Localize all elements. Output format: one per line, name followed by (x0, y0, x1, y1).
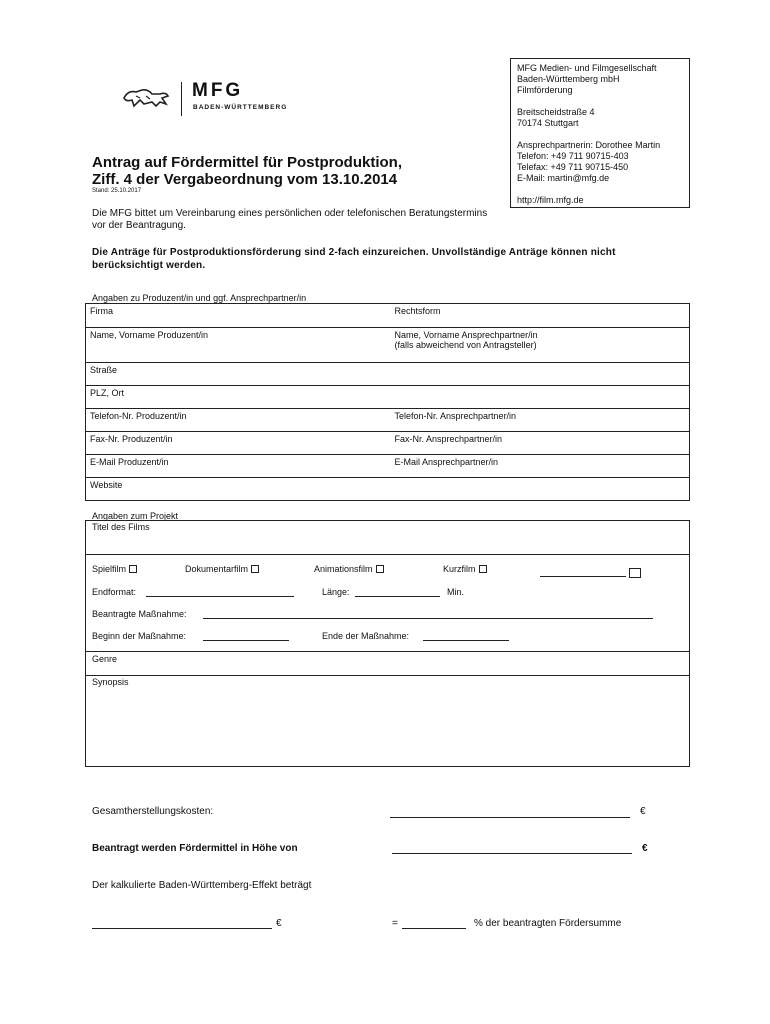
beginn-input[interactable] (203, 630, 289, 641)
intro-text: Die MFG bittet um Vereinbarung eines persönlichen oder telefonischen Beratungstermins vor der Beantragung. (92, 208, 488, 231)
logo-subtitle: BADEN-WÜRTTEMBERG (193, 104, 288, 111)
address-line: MFG Medien- und Filmgesellschaft (517, 63, 657, 73)
divider (85, 651, 690, 652)
ende-label: Ende der Maßnahme: (322, 631, 410, 641)
checkbox-label: Animationsfilm (314, 564, 373, 574)
page-title-line2: Ziff. 4 der Vergabeordnung vom 13.10.2014 (92, 171, 398, 188)
address-line: 70174 Stuttgart (517, 118, 579, 128)
checkbox-icon (629, 568, 641, 578)
percent-label: % der beantragten Fördersumme (474, 918, 622, 929)
address-line: Telefax: +49 711 90715-450 (517, 162, 629, 172)
fax-producer-field[interactable] (86, 432, 391, 455)
gesamtkosten-input[interactable] (390, 807, 630, 818)
address-line: E-Mail: martin@mfg.de (517, 173, 610, 183)
lion-icon (122, 86, 172, 110)
fax-contact-field[interactable] (391, 432, 690, 455)
section-heading: Angaben zu Produzent/in und ggf. Ansprechpartner/in (92, 293, 307, 303)
euro-sign: € (642, 843, 648, 854)
endformat-label: Endformat: (92, 587, 137, 597)
firma-label: Firma (90, 306, 113, 316)
min-label: Min. (447, 587, 465, 597)
massnahme-label: Beantragte Maßnahme: (92, 609, 187, 619)
divider (85, 675, 690, 676)
plz-label: PLZ, Ort (90, 388, 125, 398)
email-contact-field[interactable] (391, 455, 690, 478)
name-producer-label: Name, Vorname Produzent/in (90, 330, 209, 340)
address-line: Breitscheidstraße 4 (517, 107, 595, 117)
tel-producer-label: Telefon-Nr. Produzent/in (90, 411, 187, 421)
email-producer-label: E-Mail Produzent/in (90, 457, 169, 467)
checkbox-icon (251, 565, 259, 573)
address-box (510, 58, 690, 208)
name-producer-field[interactable] (86, 328, 391, 363)
warning-text: Die Anträge für Postproduktionsförderung sind 2-fach einzureichen. Unvollständige Anträge können nicht berücksichtigt werden. (92, 247, 616, 271)
name-contact-note: (falls abweichend von Antragsteller) (394, 340, 537, 350)
equals-sign: = (392, 918, 398, 929)
fax-producer-label: Fax-Nr. Produzent/in (90, 434, 173, 444)
checkbox-dokumentarfilm[interactable] (185, 564, 259, 574)
rechtsform-label: Rechtsform (394, 306, 441, 316)
tel-contact-label: Telefon-Nr. Ansprechpartner/in (394, 411, 517, 421)
effekt-amount-input[interactable] (92, 918, 272, 929)
address-line: Filmförderung (517, 85, 573, 95)
other-type-field[interactable] (540, 564, 641, 582)
tel-producer-field[interactable] (86, 409, 391, 432)
section-heading: Angaben zum Projekt (92, 511, 179, 521)
effekt-percent-input[interactable] (402, 918, 466, 929)
fax-contact-label: Fax-Nr. Ansprechpartner/in (394, 434, 503, 444)
email-contact-label: E-Mail Ansprechpartner/in (394, 457, 499, 467)
street-field[interactable] (86, 363, 690, 386)
genre-label: Genre (92, 654, 118, 664)
name-contact-label: Name, Vorname Ansprechpartner/in (394, 330, 538, 340)
synopsis-label: Synopsis (92, 677, 129, 687)
laenge-input[interactable] (355, 586, 440, 597)
website-label: Website (90, 480, 123, 490)
beantragt-label: Beantragt werden Fördermittel in Höhe von (92, 843, 298, 854)
stand-date: Stand: 25.10.2017 (92, 188, 142, 194)
endformat-input[interactable] (146, 586, 294, 597)
checkbox-label: Kurzfilm (443, 564, 476, 574)
checkbox-animationsfilm[interactable] (314, 564, 384, 574)
tel-contact-field[interactable] (391, 409, 690, 432)
email-producer-field[interactable] (86, 455, 391, 478)
address-website: http://film.mfg.de (517, 195, 584, 205)
producer-table (85, 303, 690, 501)
checkbox-label: Spielfilm (92, 564, 127, 574)
film-title-label: Titel des Films (92, 522, 150, 532)
gesamtkosten-label: Gesamtherstellungskosten: (92, 806, 214, 817)
beantragt-input[interactable] (392, 843, 632, 854)
divider (85, 554, 690, 555)
plz-field[interactable] (86, 386, 690, 409)
blank-line (540, 567, 626, 577)
checkbox-label: Dokumentarfilm (185, 564, 249, 574)
checkbox-icon (376, 565, 384, 573)
laenge-label: Länge: (322, 587, 350, 597)
name-contact-field[interactable] (391, 328, 690, 363)
address-line: Ansprechpartnerin: Dorothee Martin (517, 140, 661, 150)
checkbox-icon (479, 565, 487, 573)
checkbox-kurzfilm[interactable] (443, 564, 487, 574)
logo-name: MFG (192, 80, 244, 101)
synopsis-input[interactable] (86, 690, 689, 766)
website-field[interactable] (86, 478, 690, 501)
rechtsform-field[interactable] (391, 304, 690, 328)
checkbox-spielfilm[interactable] (92, 564, 137, 574)
ende-input[interactable] (423, 630, 509, 641)
street-label: Straße (90, 365, 118, 375)
logo-divider (181, 82, 182, 116)
massnahme-input[interactable] (203, 608, 653, 619)
address-line: Telefon: +49 711 90715-403 (517, 151, 629, 161)
beginn-label: Beginn der Maßnahme: (92, 631, 187, 641)
checkbox-icon (129, 565, 137, 573)
effekt-label: Der kalkulierte Baden-Württemberg-Effekt beträgt (92, 880, 312, 891)
page-title-line1: Antrag auf Fördermittel für Postproduktion, (92, 154, 402, 171)
firma-field[interactable] (86, 304, 391, 328)
euro-sign: € (276, 918, 282, 929)
euro-sign: € (640, 806, 646, 817)
address-line: Baden-Württemberg mbH (517, 74, 620, 84)
